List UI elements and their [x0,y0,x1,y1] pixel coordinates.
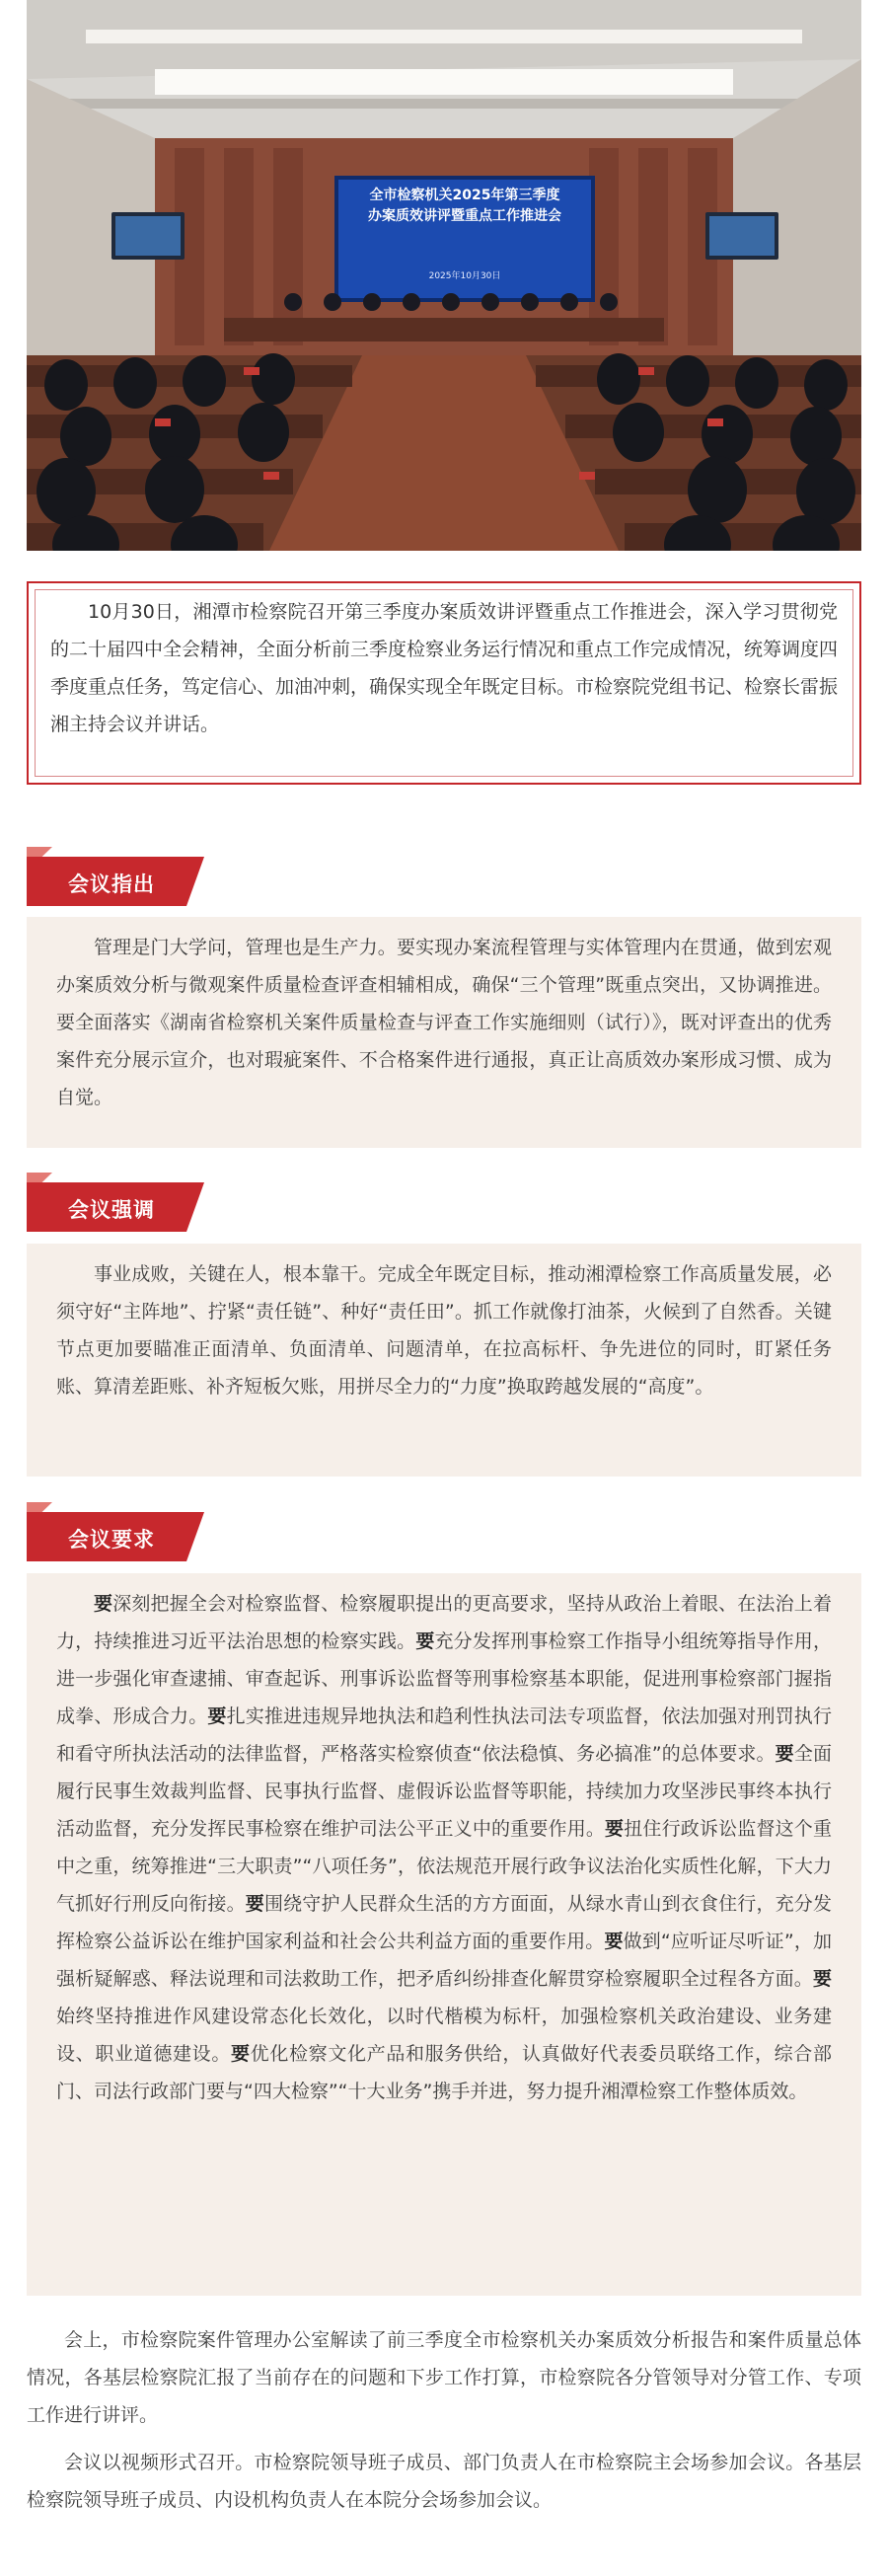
requirement-text: 做到“应听证尽听证”，加强析疑解惑、释法说理和司法救助工作，把矛盾纠纷排查化解贯穿检察履职全过程各方面。 [56,1931,832,1990]
intro-box [27,581,861,785]
section-header-3 [27,1502,204,1561]
section-header-2 [27,1173,204,1232]
requirement-text: 深刻把握全会对检察监督、检察履职提出的更高要求，坚持从政治上着眼、在法治上着力，持续推进习近平法治思想的检察实践。 [56,1593,832,1652]
requirement-prefix: 要 [207,1705,227,1727]
screen-title-line2: 办案质效讲评暨重点工作推进会 [368,208,561,224]
header-tab-decoration [27,1502,52,1512]
screen-title-line1: 全市检察机关2025年第三季度 [369,188,560,203]
requirement-prefix: 要 [775,1743,794,1765]
intro-text: 10月30日，湘潭市检察院召开第三季度办案质效讲评暨重点工作推进会，深入学习贯彻党的二十届四中全会精神，全面分析前三季度检察业务运行情况和重点工作完成情况，统筹调度四季度重点任务，笃定信心、加油冲刺，确保实现全年既定目标。市检察院党组书记、检察长雷振湘主持会议并讲话。 [50,601,839,735]
meeting-photo [27,0,861,551]
header-tab-decoration [27,847,52,857]
section-title: 会议要求 [68,1528,155,1552]
section-panel-2 [27,1244,861,1477]
section-panel-1 [27,917,861,1148]
requirement-prefix: 要 [812,1968,832,1990]
section-title: 会议指出 [68,872,155,896]
section-text: 管理是门大学问，管理也是生产力。要实现办案流程管理与实体管理内在贯通，做到宏观办案质效分析与微观案件质量检查评查相辅相成，确保“三个管理”既重点突出，又协调推进。要全面落实《湖南省检察机关案件质量检查与评查工作实施细则（试行）》，既对评查出的优秀案件充分展示宣介，也对瑕疵案件、不合格案件进行通报，真正让高质效办案形成习惯、成为自觉。 [56,937,832,1108]
requirement-prefix: 要 [605,1818,625,1840]
requirement-text: 优化检察文化产品和服务供给，认真做好代表委员联络工作，综合部门、司法行政部门要与“四大检察”“十大业务”携手并进，努力提升湘潭检察工作整体质效。 [56,2043,832,2102]
section-header-1 [27,847,204,906]
closing-paragraph-1: 会上，市检察院案件管理办公室解读了前三季度全市检察机关办案质效分析报告和案件质量总体情况，各基层检察院汇报了当前存在的问题和下步工作打算，市检察院各分管领导对分管工作、专项工作进行讲评。 [27,2329,861,2426]
requirement-prefix: 要 [604,1931,624,1952]
section-panel-3 [27,1573,861,2296]
requirement-text: 围绕守护人民群众生活的方方面面，从绿水青山到衣食住行，充分发挥检察公益诉讼在维护国家利益和社会公共利益方面的重要作用。 [56,1893,832,1952]
section-text: 事业成败，关键在人，根本靠干。完成全年既定目标，推动湘潭检察工作高质量发展，必须守好“主阵地”、拧紧“责任链”、种好“责任田”。抓工作就像打油茶，火候到了自然香。关键节点更加要瞄准正面清单、负面清单、问题清单，在拉高标杆、争先进位的同时，盯紧任务账、算清差距账、补齐短板欠账，用拼尽全力的“力度”换取跨越发展的“高度”。 [56,1263,832,1398]
requirement-prefix: 要 [94,1593,113,1615]
requirement-prefix: 要 [415,1630,435,1652]
header-tab-decoration [27,1173,52,1182]
section-title: 会议强调 [68,1198,155,1222]
requirement-text: 扭住行政诉讼监督这个重中之重，统筹推进“三大职责”“八项任务”，依法规范开展行政争议法治化实质性化解，下大力气抓好行刑反向衔接。 [56,1818,832,1915]
requirement-text: 始终坚持推进作风建设常态化长效化，以时代楷模为标杆，加强检察机关政治建设、业务建设、职业道德建设。 [56,2006,832,2065]
requirement-prefix: 要 [245,1893,264,1915]
requirement-text: 扎实推进违规异地执法和趋利性执法司法专项监督，依法加强对刑罚执行和看守所执法活动的法律监督，严格落实检察侦查“依法稳慎、务必搞准”的总体要求。 [56,1705,832,1765]
requirements-text [56,1585,832,2110]
requirement-text: 全面履行民事生效裁判监督、民事执行监督、虚假诉讼监督等职能，持续加力攻坚涉民事终本执行活动监督，充分发挥民事检察在维护司法公平正义中的重要作用。 [56,1743,832,1840]
requirement-text: 充分发挥刑事检察工作指导小组统筹指导作用，进一步强化审查逮捕、审查起诉、刑事诉讼监督等刑事检察基本职能，促进刑事检察部门握指成拳、形成合力。 [56,1630,832,1727]
requirement-prefix: 要 [231,2043,251,2065]
screen-date: 2025年10月30日 [428,271,501,281]
closing-paragraph-2: 会议以视频形式召开。市检察院领导班子成员、部门负责人在市检察院主会场参加会议。各基层检察院领导班子成员、内设机构负责人在本院分会场参加会议。 [27,2452,861,2511]
screen-title [340,186,589,227]
